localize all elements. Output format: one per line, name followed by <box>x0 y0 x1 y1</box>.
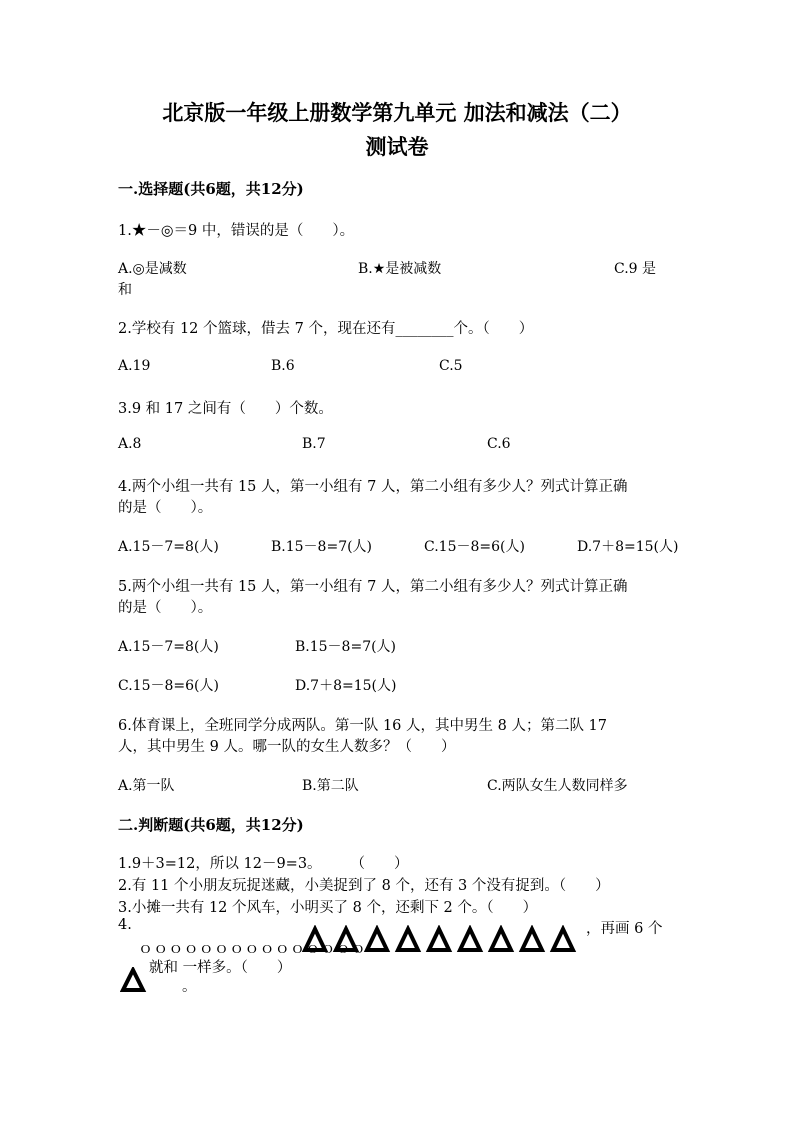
circles-row: ｏｏｏｏｏｏｏｏｏｏｏｏｏｏｏ <box>138 939 367 957</box>
triangle-icon <box>398 929 418 950</box>
question-5-option-b: B.15－8=7(人) <box>295 639 397 655</box>
question-2-option-c: C.5 <box>439 358 463 374</box>
question-5-option-d: D.7＋8=15(人) <box>295 678 397 694</box>
question-4-option-c: C.15－8=6(人) <box>424 539 525 555</box>
triangle-single <box>120 967 148 993</box>
judgement-2: 2.有 11 个小朋友玩捉迷藏，小美捉到了 8 个，还有 3 个没有捉到。（ ） <box>118 878 610 894</box>
question-1-option-b: B.★是被减数 <box>358 261 442 277</box>
triangle-icon <box>305 929 325 950</box>
question-2-stem: 2.学校有 12 个篮球，借去 7 个，现在还有________个。（ ） <box>118 321 534 337</box>
question-6-option-a: A.第一队 <box>118 778 175 794</box>
question-5-stem-line2: 的是（ ）。 <box>118 600 213 616</box>
judgement-4-line2: 就和 一样多。（ ） <box>149 960 292 976</box>
triangle-row <box>302 925 582 953</box>
question-5-option-a: A.15－7=8(人) <box>118 639 219 655</box>
question-2-option-b: B.6 <box>271 358 295 374</box>
section-heading-judgement: 二.判断题(共6题，共12分) <box>118 816 304 834</box>
triangle-icon <box>522 929 542 950</box>
triangle-icon <box>460 929 480 950</box>
triangle-icon <box>553 929 573 950</box>
judgement-3: 3.小摊一共有 12 个风车，小明买了 8 个，还剩下 2 个。（ ） <box>118 900 538 916</box>
question-5-option-c: C.15－8=6(人) <box>118 678 219 694</box>
triangle-icon <box>120 967 148 993</box>
question-4-option-a: A.15－7=8(人) <box>118 539 219 555</box>
question-6-stem-line2: 人，其中男生 9 人。哪一队的女生人数多？（ ） <box>118 739 456 755</box>
triangle-icon <box>336 929 356 950</box>
judgement-4-tail: ，再画 6 个 <box>586 921 663 937</box>
question-4-option-d: D.7＋8=15(人) <box>577 539 679 555</box>
question-4-stem-line1: 4.两个小组一共有 15 人，第一小组有 7 人，第二小组有多少人？列式计算正确 <box>118 479 628 495</box>
page-title: 北京版一年级上册数学第九单元 加法和减法（二） <box>162 100 632 125</box>
judgement-4-number: 4. <box>118 917 132 933</box>
question-3-option-b: B.7 <box>302 436 326 452</box>
triangle-icon <box>491 929 511 950</box>
question-1-option-c-wrap: 和 <box>118 282 132 298</box>
section-heading-choice: 一.选择题(共6题，共12分) <box>118 180 304 198</box>
question-6-stem-line1: 6.体育课上，全班同学分成两队。第一队 16 人，其中男生 8 人；第二队 17 <box>118 718 608 734</box>
question-1-stem: 1.★－◎＝9 中，错误的是（ ）。 <box>118 223 355 239</box>
triangle-icon <box>429 929 449 950</box>
question-5-stem-line1: 5.两个小组一共有 15 人，第一小组有 7 人，第二小组有多少人？列式计算正确 <box>118 579 628 595</box>
judgement-1: 1.9＋3=12，所以 12－9=3。 （ ） <box>118 856 409 872</box>
question-2-option-a: A.19 <box>118 358 151 374</box>
question-3-option-c: C.6 <box>487 436 511 452</box>
question-6-option-b: B.第二队 <box>302 778 359 794</box>
question-1-option-c: C.9 是 <box>614 261 657 277</box>
judgement-4-end: 。 <box>182 979 197 995</box>
question-3-option-a: A.8 <box>118 436 142 452</box>
question-4-option-b: B.15－8=7(人) <box>271 539 373 555</box>
question-3-stem: 3.9 和 17 之间有（ ）个数。 <box>118 401 333 417</box>
triangle-icon <box>367 929 387 950</box>
question-1-option-a: A.◎是减数 <box>118 261 187 277</box>
page-subtitle: 测试卷 <box>365 134 429 159</box>
question-6-option-c: C.两队女生人数同样多 <box>487 778 628 794</box>
question-4-stem-line2: 的是（ ）。 <box>118 500 213 516</box>
triangle-row-icon <box>302 925 582 953</box>
